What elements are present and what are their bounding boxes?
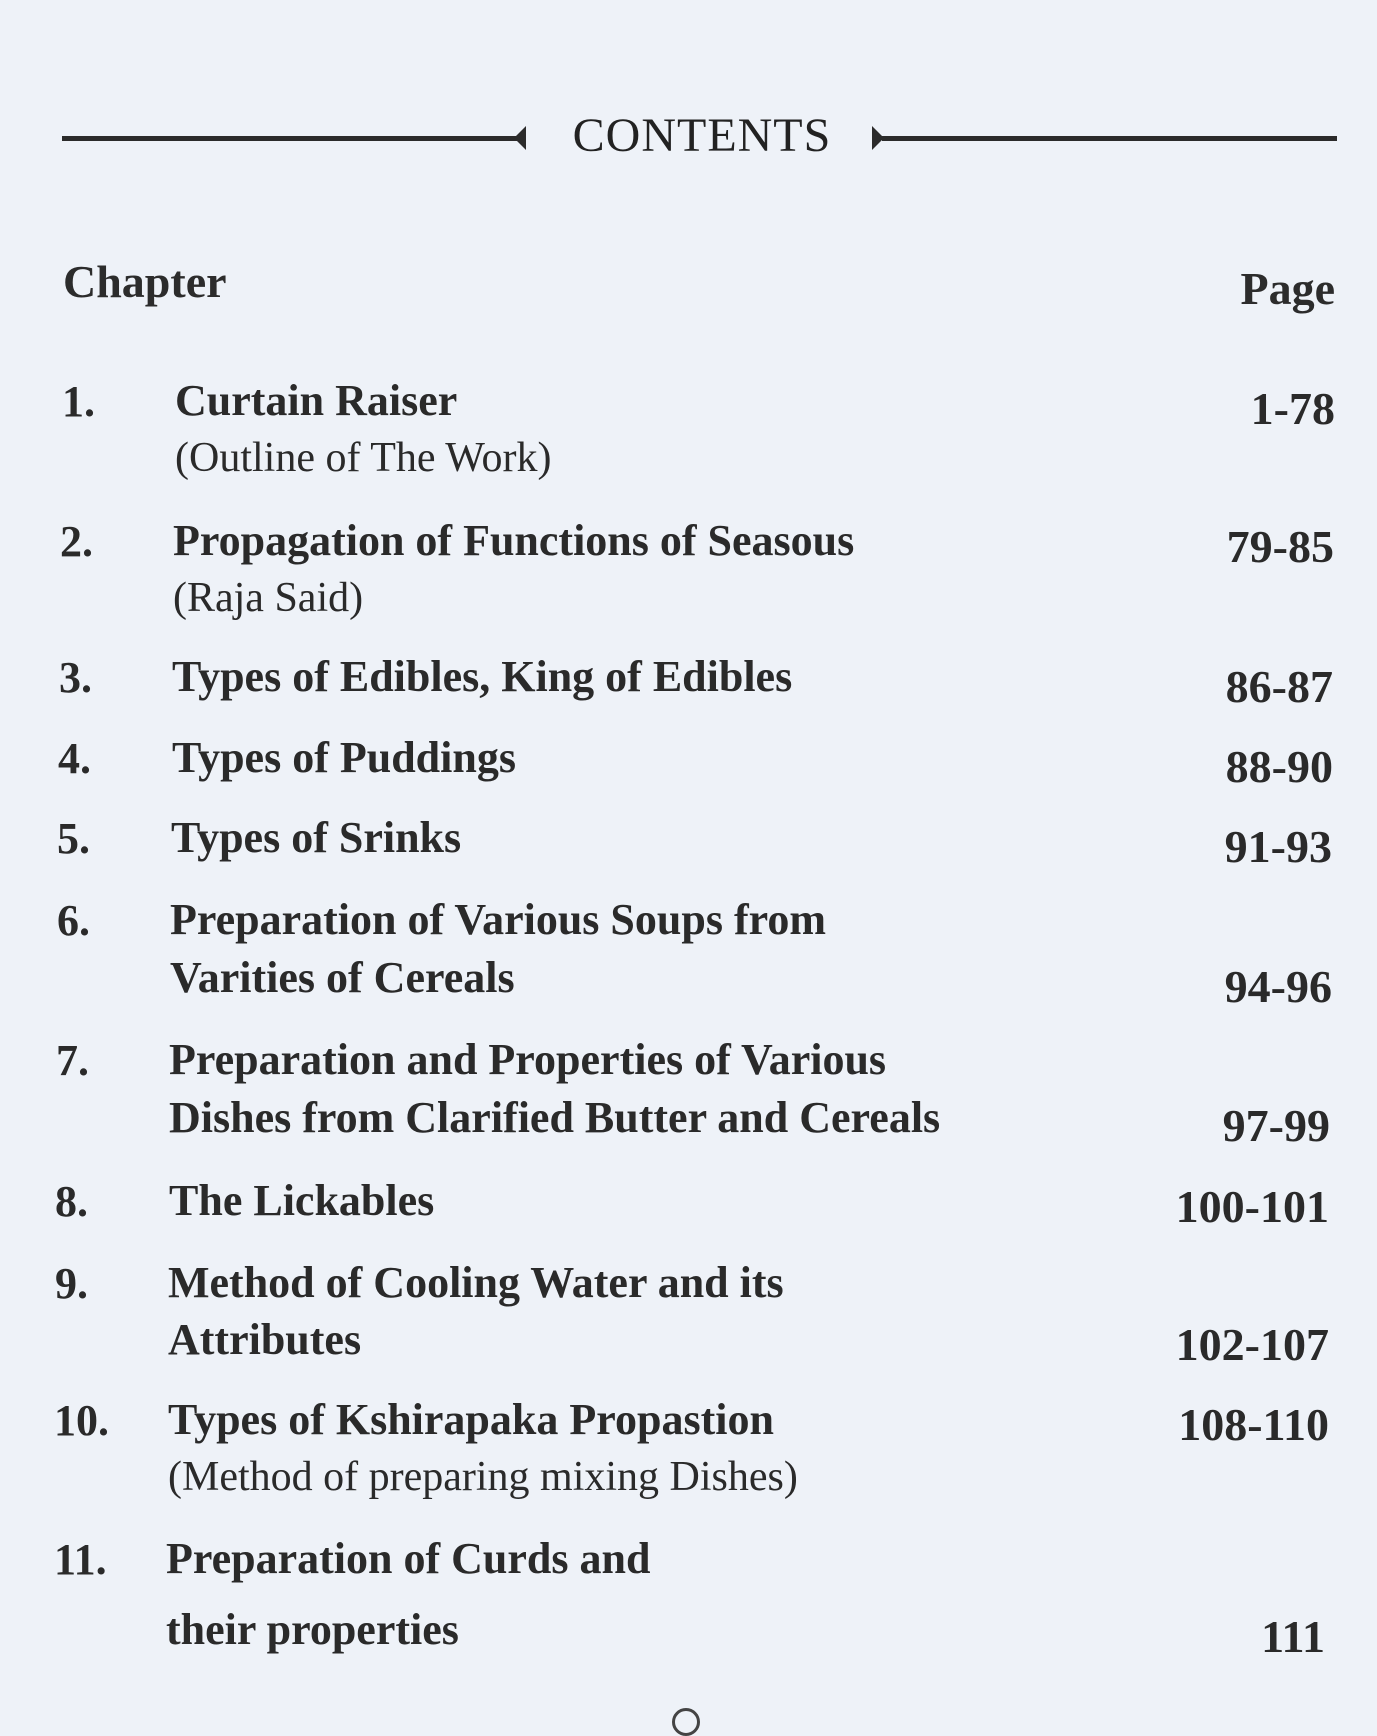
entry-subtitle: (Raja Said): [173, 575, 364, 621]
entry-title: Curtain Raiser: [175, 376, 458, 425]
entry-title: Types of Puddings: [172, 733, 516, 782]
entry-subtitle: (Outline of The Work): [175, 435, 552, 481]
entry-title-line: Dishes from Clarified Butter and Cereals: [169, 1093, 941, 1142]
entry-title: Types of Edibles, King of Edibles: [172, 652, 793, 701]
page-footer-mark: [672, 1708, 700, 1736]
entry-pages: 97-99: [1222, 1100, 1330, 1151]
entry-number: 3.: [59, 653, 92, 702]
entry-pages: 1-78: [1250, 383, 1335, 434]
entry-title-line: Method of Cooling Water and its: [168, 1258, 784, 1307]
entry-number: 6.: [57, 896, 90, 945]
entry-number: 2.: [60, 517, 93, 566]
entry-pages: 100-101: [1175, 1181, 1329, 1232]
heading-rule-left: [62, 136, 522, 141]
entry-pages: 108-110: [1178, 1399, 1329, 1450]
entry-subtitle: (Method of preparing mixing Dishes): [168, 1454, 798, 1500]
entry-title-line: Varities of Cereals: [170, 953, 515, 1002]
contents-heading: [62, 108, 1337, 168]
entry-number: 7.: [56, 1036, 89, 1085]
entry-title-line: Preparation and Properties of Various: [169, 1035, 887, 1084]
entry-number: 11.: [54, 1535, 107, 1584]
entry-pages: 91-93: [1224, 821, 1332, 872]
heading-rule-right: [882, 136, 1337, 141]
entry-number: 9.: [55, 1259, 88, 1308]
entry-title-line: Attributes: [168, 1315, 362, 1364]
entry-number: 1.: [62, 377, 95, 426]
entry-title-line: Preparation of Curds and: [166, 1534, 651, 1583]
entry-title-line: Preparation of Various Soups from: [170, 895, 827, 944]
entry-pages: 94-96: [1224, 961, 1332, 1012]
entry-number: 8.: [55, 1177, 88, 1226]
entry-number: 5.: [57, 814, 90, 863]
chapter-column-header: Chapter: [63, 256, 227, 307]
entry-title: The Lickables: [169, 1176, 435, 1225]
entry-pages: 102-107: [1175, 1319, 1329, 1370]
entry-title: Types of Kshirapaka Propastion: [168, 1395, 774, 1444]
entry-title: Types of Srinks: [171, 813, 462, 862]
entry-pages: 111: [1261, 1611, 1325, 1662]
entry-pages: 88-90: [1225, 741, 1333, 792]
entry-title-line: their properties: [166, 1605, 459, 1654]
page-column-header: Page: [1240, 263, 1335, 314]
entry-pages: 79-85: [1226, 521, 1334, 572]
arrow-left-icon: [514, 126, 526, 150]
entry-number: 10.: [54, 1396, 109, 1445]
entry-title: Propagation of Functions of Seasous: [173, 516, 855, 565]
page-title: CONTENTS: [572, 109, 832, 162]
entry-pages: 86-87: [1225, 661, 1333, 712]
entry-number: 4.: [58, 734, 91, 783]
